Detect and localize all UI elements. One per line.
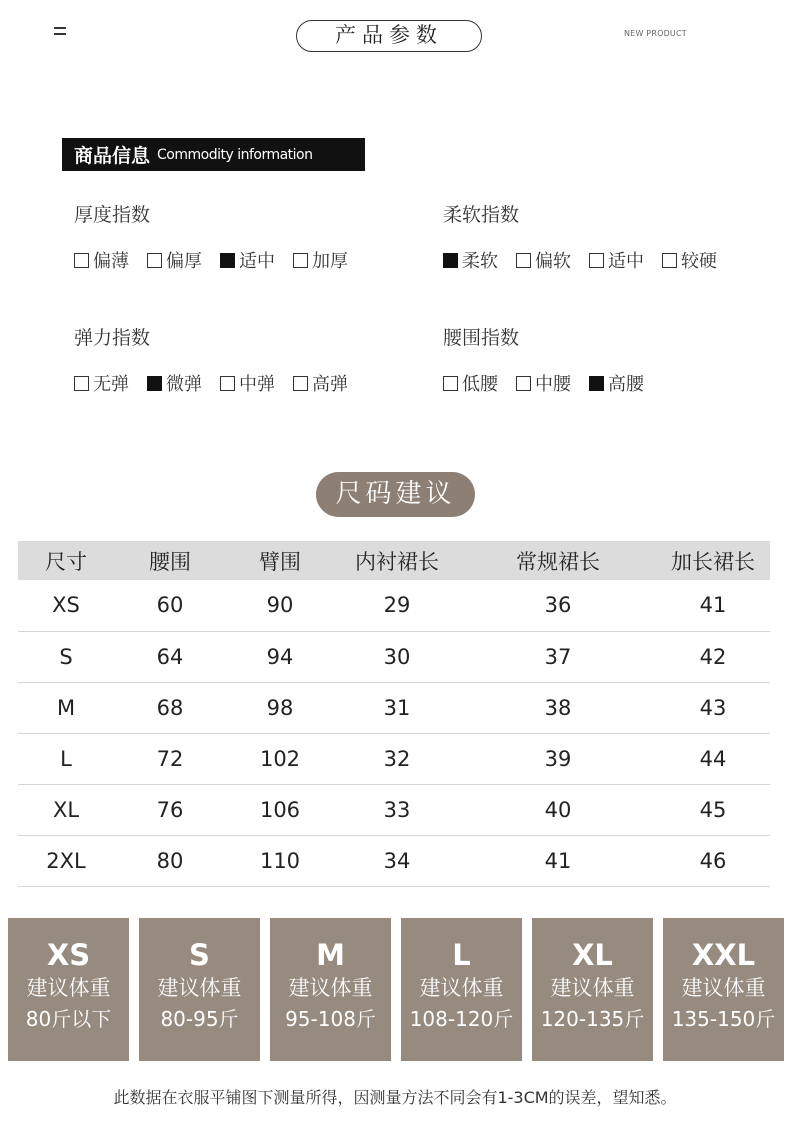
table-cell: 94 xyxy=(226,631,334,682)
weight-suggestion-cards xyxy=(8,918,784,1061)
table-cell: 90 xyxy=(226,580,334,631)
header-regular-length: 常规裙长 xyxy=(460,541,656,580)
checkbox-icon xyxy=(589,253,604,268)
card-size: XXL xyxy=(691,938,756,972)
option-hard: 较硬 xyxy=(662,247,717,273)
card-range: 108-120斤 xyxy=(409,1007,514,1031)
header-lining-length: 内衬裙长 xyxy=(334,541,460,580)
option-medium-stretch: 中弹 xyxy=(220,370,275,396)
table-cell: 76 xyxy=(114,784,226,835)
card-size: XS xyxy=(46,938,91,972)
option-medium: 适中 xyxy=(220,247,275,273)
checkbox-checked-icon xyxy=(443,253,458,268)
checkbox-checked-icon xyxy=(589,376,604,391)
card-size: L xyxy=(452,938,471,972)
checkbox-icon xyxy=(443,376,458,391)
table-cell: 80 xyxy=(114,835,226,886)
card-range: 120-135斤 xyxy=(540,1007,645,1031)
checkbox-icon xyxy=(293,376,308,391)
table-row xyxy=(18,835,770,886)
table-cell: 39 xyxy=(460,733,656,784)
card-range: 80-95斤 xyxy=(160,1007,239,1031)
option-mid-waist: 中腰 xyxy=(516,370,571,396)
checkbox-icon xyxy=(662,253,677,268)
header-waist: 腰围 xyxy=(114,541,226,580)
header-arm: 臂围 xyxy=(226,541,334,580)
table-cell: 29 xyxy=(334,580,460,631)
option-slight-stretch: 微弹 xyxy=(147,370,202,396)
table-cell: 43 xyxy=(656,682,770,733)
table-cell: 45 xyxy=(656,784,770,835)
card-label: 建议体重 xyxy=(419,976,504,1000)
softness-index xyxy=(443,200,735,273)
card-size: M xyxy=(316,938,345,972)
option-low-waist: 低腰 xyxy=(443,370,498,396)
checkbox-icon xyxy=(516,253,531,268)
table-cell: 38 xyxy=(460,682,656,733)
table-cell: 30 xyxy=(334,631,460,682)
option-thick: 偏厚 xyxy=(147,247,202,273)
table-cell: 42 xyxy=(656,631,770,682)
checkbox-checked-icon xyxy=(220,253,235,268)
table-cell: 33 xyxy=(334,784,460,835)
card-label: 建议体重 xyxy=(550,976,635,1000)
option-soft: 柔软 xyxy=(443,247,498,273)
checkbox-checked-icon xyxy=(147,376,162,391)
table-cell: 72 xyxy=(114,733,226,784)
table-row xyxy=(18,733,770,784)
table-cell: S xyxy=(18,631,114,682)
checkbox-icon xyxy=(147,253,162,268)
checkbox-icon xyxy=(74,253,89,268)
checkbox-icon xyxy=(74,376,89,391)
measurement-footnote: 此数据在衣服平铺图下测量所得，因测量方法不同会有1-3CM的误差，望知悉。 xyxy=(113,1088,677,1107)
table-cell: L xyxy=(18,733,114,784)
option-extra-thick: 加厚 xyxy=(293,247,348,273)
checkbox-icon xyxy=(516,376,531,391)
table-cell: 64 xyxy=(114,631,226,682)
table-cell: 41 xyxy=(460,835,656,886)
waist-index xyxy=(443,323,662,396)
table-row xyxy=(18,682,770,733)
table-cell: 2XL xyxy=(18,835,114,886)
index-title: 厚度指数 xyxy=(74,204,151,226)
weight-card-xs xyxy=(8,918,129,1061)
menu-icon xyxy=(54,27,66,39)
table-cell: 44 xyxy=(656,733,770,784)
option-medium: 适中 xyxy=(589,247,644,273)
banner-en-title: Commodity information xyxy=(157,146,313,163)
page-title: 产品参数 xyxy=(296,20,482,52)
card-label: 建议体重 xyxy=(26,976,111,1000)
table-row xyxy=(18,580,770,631)
card-range: 135-150斤 xyxy=(671,1007,776,1031)
weight-card-xl xyxy=(532,918,653,1061)
table-cell: 37 xyxy=(460,631,656,682)
table-header-row xyxy=(18,541,770,580)
card-range: 80斤以下 xyxy=(25,1007,112,1031)
header-long-length: 加长裙长 xyxy=(656,541,770,580)
commodity-info-banner xyxy=(62,138,365,171)
card-label: 建议体重 xyxy=(681,976,766,1000)
card-range: 95-108斤 xyxy=(285,1007,376,1031)
table-row xyxy=(18,784,770,835)
table-cell: 32 xyxy=(334,733,460,784)
thickness-index xyxy=(74,200,366,273)
table-cell: 31 xyxy=(334,682,460,733)
elasticity-index xyxy=(74,323,366,396)
index-title: 弹力指数 xyxy=(74,327,151,349)
option-high-stretch: 高弹 xyxy=(293,370,348,396)
new-product-tag: NEW PRODUCT xyxy=(624,29,687,38)
table-cell: 60 xyxy=(114,580,226,631)
index-title: 柔软指数 xyxy=(443,204,520,226)
table-cell: XS xyxy=(18,580,114,631)
weight-card-xxl xyxy=(663,918,784,1061)
table-cell: 41 xyxy=(656,580,770,631)
weight-card-l xyxy=(401,918,522,1061)
checkbox-icon xyxy=(220,376,235,391)
card-label: 建议体重 xyxy=(157,976,242,1000)
table-row xyxy=(18,631,770,682)
index-title: 腰围指数 xyxy=(443,327,520,349)
table-cell: M xyxy=(18,682,114,733)
table-cell: 98 xyxy=(226,682,334,733)
size-section-title: 尺码建议 xyxy=(316,472,475,517)
option-high-waist: 高腰 xyxy=(589,370,644,396)
option-no-stretch: 无弹 xyxy=(74,370,129,396)
option-slightly-soft: 偏软 xyxy=(516,247,571,273)
table-cell: 36 xyxy=(460,580,656,631)
weight-card-s xyxy=(139,918,260,1061)
table-cell: 34 xyxy=(334,835,460,886)
card-label: 建议体重 xyxy=(288,976,373,1000)
table-cell: 106 xyxy=(226,784,334,835)
table-cell: XL xyxy=(18,784,114,835)
header-size: 尺寸 xyxy=(18,541,114,580)
table-cell: 102 xyxy=(226,733,334,784)
table-cell: 68 xyxy=(114,682,226,733)
table-cell: 110 xyxy=(226,835,334,886)
card-size: S xyxy=(189,938,210,972)
banner-cn-title: 商品信息 xyxy=(74,145,151,167)
weight-card-m xyxy=(270,918,391,1061)
card-size: XL xyxy=(572,938,613,972)
table-cell: 46 xyxy=(656,835,770,886)
size-table xyxy=(18,541,770,887)
checkbox-icon xyxy=(293,253,308,268)
table-cell: 40 xyxy=(460,784,656,835)
option-thin: 偏薄 xyxy=(74,247,129,273)
